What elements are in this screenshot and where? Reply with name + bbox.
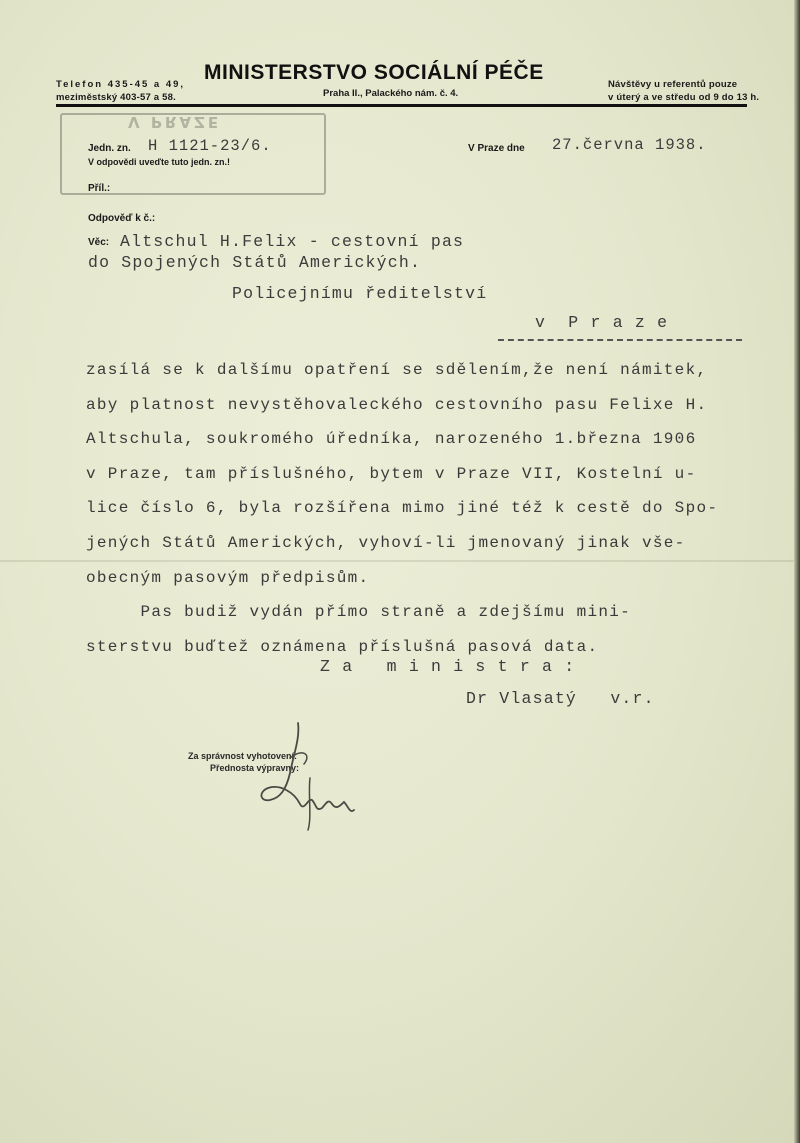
stamp-text: V PRAZE [128, 113, 222, 131]
phone-line-2: meziměstský 403-57 a 58. [56, 92, 176, 103]
body-line: Pas budiž vydán přímo straně a zdejšímu mini- [86, 603, 632, 622]
jedn-label: Jedn. zn. [88, 143, 131, 154]
body-line: jených Států Amerických, vyhoví-li jmenovaný jinak vše- [86, 534, 686, 552]
body-line: Altschula, soukromého úředníka, narozeného 1.března 1906 [86, 430, 697, 449]
body-line: obecným pasovým předpisům. [86, 568, 370, 587]
date-label: V Praze dne [468, 143, 525, 154]
subject-line-2: do Spojených Států Amerických. [88, 253, 422, 272]
verification-line-1: Za správnost vyhotovení: [188, 751, 298, 761]
verification-line-2: Přednosta výpravny: [210, 763, 300, 773]
addressee-underline [498, 339, 742, 341]
phone-line-1: Telefon 435-45 a 49, [56, 79, 186, 90]
attachment-label: Příl.: [88, 183, 111, 194]
body-line: aby platnost nevystěhovaleckého cestovního pasu Felixe H. [86, 395, 708, 414]
body-line: lice číslo 6, byla rozšířena mimo jiné též k cestě do Spo- [86, 499, 719, 518]
ministry-address: Praha II., Palackého nám. č. 4. [323, 88, 459, 99]
paper-edge [794, 0, 800, 1143]
visits-line-2: v úterý a ve středu od 9 do 13 h. [608, 92, 760, 103]
addressee-line-2: v P r a z e [535, 313, 669, 332]
subject-label: Věc: [88, 237, 110, 248]
subject-line-1: Altschul H.Felix - cestovní pas [120, 232, 465, 251]
body-line: v Praze, tam příslušného, bytem v Praze VII, Kostelní u- [86, 464, 697, 483]
handwritten-signature [250, 718, 370, 833]
addressee-line-1: Policejnímu ředitelství [232, 284, 488, 303]
closing-za-ministra: Z a m i n i s t r a : [320, 657, 576, 676]
date-value: 27.června 1938. [552, 136, 707, 154]
header-rule [56, 104, 747, 107]
body-line: sterstvu buďtež oznámena příslušná pasová data. [86, 637, 599, 656]
paper-fold [0, 560, 800, 562]
visits-line-1: Návštěvy u referentů pouze [608, 79, 738, 90]
closing-signatory: Dr Vlasatý v.r. [466, 689, 655, 708]
reply-note: V odpovědi uveďte tuto jedn. zn.! [88, 157, 230, 167]
reply-to-label: Odpověď k č.: [88, 213, 156, 224]
body-line: zasílá se k dalšímu opatření se sdělením,že není námitek, [86, 361, 708, 379]
jedn-value: H 1121-23/6. [148, 137, 272, 155]
ministry-title: MINISTERSTVO SOCIÁLNÍ PÉČE [204, 61, 544, 84]
